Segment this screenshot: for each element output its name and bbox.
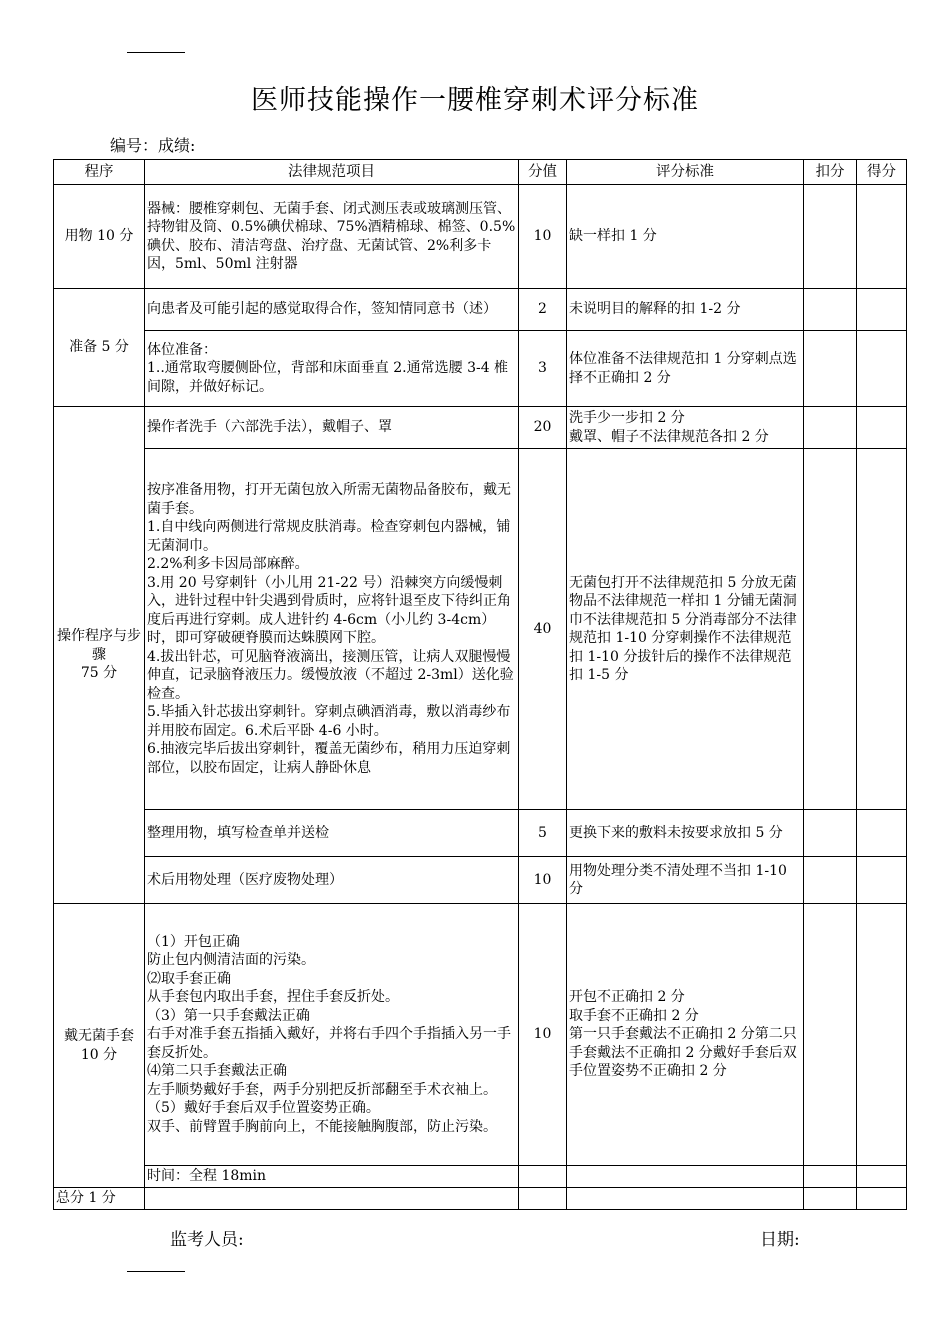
points-cell[interactable] <box>857 185 907 289</box>
document-title: 医师技能操作一腰椎穿刺术评分标准 <box>251 85 699 116</box>
points-cell[interactable] <box>857 857 907 904</box>
table-row <box>54 407 907 449</box>
deduction-cell[interactable] <box>804 1188 857 1210</box>
table-row <box>54 1166 907 1188</box>
header-item: 法律规范项目 <box>145 160 519 185</box>
table-row <box>54 904 907 1166</box>
item-cell: 操作者洗手（六部洗手法），戴帽子、罩 <box>145 407 519 449</box>
table-row <box>54 185 907 289</box>
program-cell: 操作程序与步骤 75 分 <box>54 407 145 904</box>
score-cell: 20 <box>519 407 567 449</box>
program-cell: 用物 10 分 <box>54 185 145 289</box>
number-score-line: 编号：成绩: <box>110 136 196 155</box>
date-label: 日期: <box>760 1230 800 1250</box>
header-points: 得分 <box>857 160 907 185</box>
deduction-cell[interactable] <box>804 185 857 289</box>
deduction-cell[interactable] <box>804 904 857 1166</box>
header-deduction: 扣分 <box>804 160 857 185</box>
points-cell[interactable] <box>857 407 907 449</box>
item-cell: 器械：腰椎穿刺包、无菌手套、闭式测压表或玻璃测压管、持物钳及筒、0.5%碘伏棉球、75%酒精棉球、棉签、0.5%碘伏、胶布、清洁弯盘、治疗盘、无菌试管、2%利多卡因，5ml、50ml 注射器 <box>145 185 519 289</box>
header-program: 程序 <box>54 160 145 185</box>
points-cell[interactable] <box>857 289 907 331</box>
item-cell: （1）开包正确 防止包内侧清洁面的污染。 ⑵取手套正确 从手套包内取出手套，捏住手套反折处。 （3）第一只手套戴法正确 右手对准手套五指插入戴好，并将右手四个手指插入另一手套反折处。 ⑷第二只手套戴法正确 左手顺势戴好手套，两手分别把反折部翻至手术衣袖上。 （5）戴好手套后双手位置姿势正确。 双手、前臂置手胸前向上，不能接触胸腹部，防止污染。 <box>145 904 519 1166</box>
criteria-cell: 开包不正确扣 2 分 取手套不正确扣 2 分 第一只手套戴法不正确扣 2 分第二只手套戴法不正确扣 2 分戴好手套后双手位置姿势不正确扣 2 分 <box>567 904 804 1166</box>
score-cell: 3 <box>519 331 567 407</box>
item-cell: 时间：全程 18min <box>145 1166 519 1188</box>
bottom-rule <box>127 1271 185 1272</box>
criteria-cell <box>567 1188 804 1210</box>
score-cell <box>519 1166 567 1188</box>
header-criteria: 评分标准 <box>567 160 804 185</box>
header-score: 分值 <box>519 160 567 185</box>
criteria-cell: 缺一样扣 1 分 <box>567 185 804 289</box>
item-cell: 体位准备： 1..通常取弯腰侧卧位，背部和床面垂直 2.通常选腰 3-4 椎间隙，并做好标记。 <box>145 331 519 407</box>
criteria-cell: 无菌包打开不法律规范扣 5 分放无菌物品不法律规范一样扣 1 分铺无菌洞巾不法律规范扣 5 分消毒部分不法律规范扣 1-10 分穿刺操作不法律规范扣 1-10 分拔针后的操作不法律规范扣 1-5 分 <box>567 449 804 810</box>
points-cell[interactable] <box>857 1188 907 1210</box>
criteria-cell: 洗手少一步扣 2 分 戴罩、帽子不法律规范各扣 2 分 <box>567 407 804 449</box>
criteria-cell: 未说明目的解释的扣 1-2 分 <box>567 289 804 331</box>
table-row <box>54 810 907 857</box>
item-cell: 整理用物，填写检查单并送检 <box>145 810 519 857</box>
score-cell: 5 <box>519 810 567 857</box>
deduction-cell[interactable] <box>804 331 857 407</box>
examiner-label: 监考人员: <box>170 1230 244 1250</box>
program-cell: 准备 5 分 <box>54 289 145 407</box>
item-cell: 术后用物处理（医疗废物处理） <box>145 857 519 904</box>
deduction-cell[interactable] <box>804 857 857 904</box>
score-cell: 10 <box>519 904 567 1166</box>
criteria-cell: 体位准备不法律规范扣 1 分穿刺点选择不正确扣 2 分 <box>567 331 804 407</box>
item-cell: 向患者及可能引起的感觉取得合作，签知情同意书（述） <box>145 289 519 331</box>
program-cell: 总分 1 分 <box>54 1188 145 1210</box>
deduction-cell[interactable] <box>804 449 857 810</box>
table-row <box>54 289 907 331</box>
score-cell <box>519 1188 567 1210</box>
deduction-cell[interactable] <box>804 407 857 449</box>
table-row <box>54 449 907 810</box>
program-cell: 戴无菌手套 10 分 <box>54 904 145 1188</box>
points-cell[interactable] <box>857 904 907 1166</box>
points-cell[interactable] <box>857 331 907 407</box>
table-header-row <box>54 160 907 185</box>
score-cell: 10 <box>519 185 567 289</box>
points-cell[interactable] <box>857 1166 907 1188</box>
top-rule <box>127 52 185 53</box>
deduction-cell[interactable] <box>804 1166 857 1188</box>
table-row <box>54 1188 907 1210</box>
criteria-cell <box>567 1166 804 1188</box>
criteria-cell: 更换下来的敷料未按要求放扣 5 分 <box>567 810 804 857</box>
scoring-table <box>53 159 907 1210</box>
table-row <box>54 331 907 407</box>
score-cell: 2 <box>519 289 567 331</box>
criteria-cell: 用物处理分类不清处理不当扣 1-10 分 <box>567 857 804 904</box>
points-cell[interactable] <box>857 810 907 857</box>
deduction-cell[interactable] <box>804 289 857 331</box>
score-cell: 40 <box>519 449 567 810</box>
item-cell: 按序准备用物，打开无菌包放入所需无菌物品备胶布，戴无菌手套。 1.自中线向两侧进行常规皮肤消毒。检查穿刺包内器械，铺无菌洞巾。 2.2%利多卡因局部麻醉。 3.用 20 号穿刺针（小儿用 21-22 号）沿棘突方向缓慢刺入，进针过程中针尖遇到骨质时，应将针退至皮下待纠正角度后再进行穿刺。成人进针约 4-6cm（小儿约 3-4cm）时，即可穿破硬脊膜而达蛛膜网下腔。 4.拔出针芯，可见脑脊液滴出，接测压管，让病人双腿慢慢伸直，记录脑脊液压力。缓慢放液（不超过 2-3ml）送化验检查。 5.毕插入针芯拔出穿刺针。穿刺点碘酒消毒，敷以消毒纱布并用胶布固定。6.术后平卧 4-6 小时。 6.抽液完毕后拔出穿刺针，覆盖无菌纱布，稍用力压迫穿刺部位，以胶布固定，让病人静卧休息 <box>145 449 519 810</box>
item-cell <box>145 1188 519 1210</box>
deduction-cell[interactable] <box>804 810 857 857</box>
points-cell[interactable] <box>857 449 907 810</box>
table-row <box>54 857 907 904</box>
score-cell: 10 <box>519 857 567 904</box>
